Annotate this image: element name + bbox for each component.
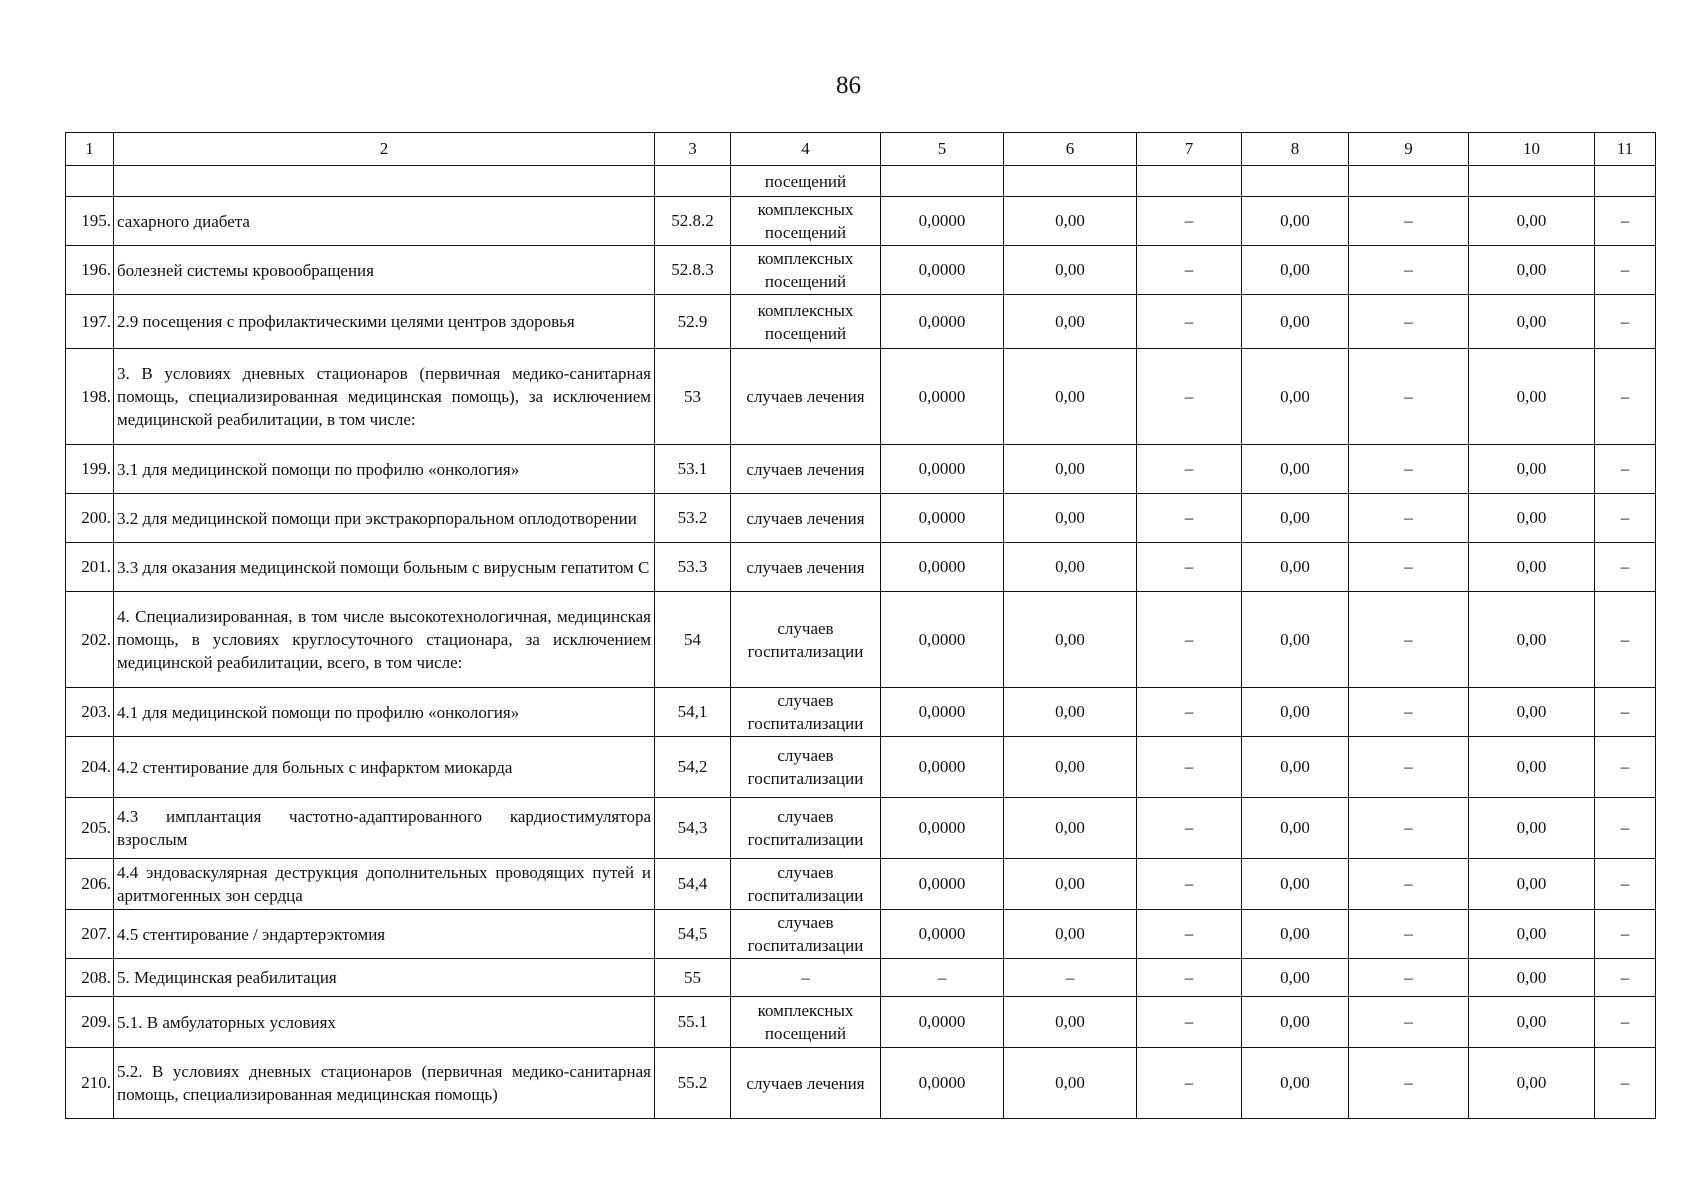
col-10-cell: 0,00 bbox=[1469, 997, 1595, 1048]
col-6-cell: 0,00 bbox=[1004, 349, 1137, 445]
col-9-cell: – bbox=[1349, 737, 1469, 798]
col-8-cell: 0,00 bbox=[1242, 859, 1349, 910]
unit-cell: случаев лечения bbox=[731, 349, 881, 445]
col-8-cell: 0,00 bbox=[1242, 688, 1349, 737]
row-code-cell: 53.1 bbox=[655, 445, 731, 494]
indicator-name-cell: 3.3 для оказания медицинской помощи больным с вирусным гепатитом С bbox=[114, 543, 655, 592]
col-9-cell bbox=[1349, 166, 1469, 197]
col-9-cell: – bbox=[1349, 295, 1469, 349]
unit-cell: случаев госпитализации bbox=[731, 910, 881, 959]
col-5-cell: 0,0000 bbox=[881, 445, 1004, 494]
indicator-name-cell: 4.3 имплантация частотно-адаптированного кардиостимулятора взрослым bbox=[114, 798, 655, 859]
indicator-name-cell: 4.2 стентирование для больных с инфарктом миокарда bbox=[114, 737, 655, 798]
col-5-cell bbox=[881, 166, 1004, 197]
page-number: 86 bbox=[836, 72, 861, 99]
row-number-cell: 206. bbox=[66, 859, 114, 910]
col-5-cell: 0,0000 bbox=[881, 859, 1004, 910]
col-5-cell: 0,0000 bbox=[881, 688, 1004, 737]
col-6-cell: 0,00 bbox=[1004, 295, 1137, 349]
col-6-cell: 0,00 bbox=[1004, 859, 1137, 910]
row-code-cell: 54,2 bbox=[655, 737, 731, 798]
indicator-name-cell: 2.9 посещения с профилактическими целями центров здоровья bbox=[114, 295, 655, 349]
col-5-cell: – bbox=[881, 959, 1004, 997]
col-5-cell: 0,0000 bbox=[881, 737, 1004, 798]
indicator-name-cell: 2 bbox=[114, 133, 655, 166]
col-6-cell: 0,00 bbox=[1004, 246, 1137, 295]
row-code-cell: 3 bbox=[655, 133, 731, 166]
table-row bbox=[66, 997, 1656, 1048]
col-7-cell: – bbox=[1137, 445, 1242, 494]
col-9-cell: – bbox=[1349, 997, 1469, 1048]
col-10-cell: 10 bbox=[1469, 133, 1595, 166]
row-number-cell: 201. bbox=[66, 543, 114, 592]
col-8-cell: 0,00 bbox=[1242, 592, 1349, 688]
col-5-cell: 0,0000 bbox=[881, 543, 1004, 592]
col-9-cell: – bbox=[1349, 592, 1469, 688]
row-number-cell: 210. bbox=[66, 1048, 114, 1119]
col-8-cell: 0,00 bbox=[1242, 737, 1349, 798]
table-row bbox=[66, 798, 1656, 859]
unit-cell: 4 bbox=[731, 133, 881, 166]
row-number-cell: 202. bbox=[66, 592, 114, 688]
col-9-cell: – bbox=[1349, 349, 1469, 445]
col-7-cell: – bbox=[1137, 798, 1242, 859]
col-7-cell: – bbox=[1137, 494, 1242, 543]
row-number-cell: 209. bbox=[66, 997, 114, 1048]
col-9-cell: 9 bbox=[1349, 133, 1469, 166]
col-6-cell: 0,00 bbox=[1004, 543, 1137, 592]
indicator-name-cell: 5.2. В условиях дневных стационаров (первичная медико-санитарная помощь, специализированная медицинская помощь) bbox=[114, 1048, 655, 1119]
row-number-cell: 195. bbox=[66, 197, 114, 246]
col-9-cell: – bbox=[1349, 859, 1469, 910]
col-7-cell: – bbox=[1137, 1048, 1242, 1119]
row-number-cell: 203. bbox=[66, 688, 114, 737]
indicator-name-cell: сахарного диабета bbox=[114, 197, 655, 246]
col-11-cell: – bbox=[1595, 445, 1656, 494]
col-10-cell: 0,00 bbox=[1469, 295, 1595, 349]
col-7-cell: – bbox=[1137, 246, 1242, 295]
col-9-cell: – bbox=[1349, 246, 1469, 295]
indicator-name-cell: болезней системы кровообращения bbox=[114, 246, 655, 295]
col-8-cell: 0,00 bbox=[1242, 997, 1349, 1048]
col-8-cell: 0,00 bbox=[1242, 959, 1349, 997]
col-8-cell: 0,00 bbox=[1242, 246, 1349, 295]
row-code-cell: 55.2 bbox=[655, 1048, 731, 1119]
col-9-cell: – bbox=[1349, 543, 1469, 592]
col-5-cell: 0,0000 bbox=[881, 494, 1004, 543]
col-11-cell: – bbox=[1595, 592, 1656, 688]
col-11-cell: – bbox=[1595, 688, 1656, 737]
col-6-cell: 0,00 bbox=[1004, 1048, 1137, 1119]
col-11-cell: – bbox=[1595, 295, 1656, 349]
col-7-cell: – bbox=[1137, 959, 1242, 997]
row-code-cell: 53 bbox=[655, 349, 731, 445]
col-5-cell: 0,0000 bbox=[881, 1048, 1004, 1119]
row-code-cell: 55 bbox=[655, 959, 731, 997]
col-8-cell: 0,00 bbox=[1242, 798, 1349, 859]
col-10-cell: 0,00 bbox=[1469, 1048, 1595, 1119]
indicator-name-cell: 4. Специализированная, в том числе высокотехнологичная, медицинская помощь, в условиях круглосуточного стационара, за исключением медицинской реабилитации, всего, в том числе: bbox=[114, 592, 655, 688]
col-6-cell: 0,00 bbox=[1004, 997, 1137, 1048]
row-code-cell: 54,5 bbox=[655, 910, 731, 959]
col-5-cell: 0,0000 bbox=[881, 197, 1004, 246]
table-row bbox=[66, 859, 1656, 910]
col-6-cell: 0,00 bbox=[1004, 197, 1137, 246]
indicator-name-cell: 4.5 стентирование / эндартерэктомия bbox=[114, 910, 655, 959]
col-6-cell: 0,00 bbox=[1004, 798, 1137, 859]
unit-cell: случаев госпитализации bbox=[731, 798, 881, 859]
row-number-cell: 197. bbox=[66, 295, 114, 349]
col-9-cell: – bbox=[1349, 910, 1469, 959]
table-row bbox=[66, 349, 1656, 445]
col-11-cell: – bbox=[1595, 798, 1656, 859]
col-8-cell: 0,00 bbox=[1242, 543, 1349, 592]
col-8-cell: 0,00 bbox=[1242, 445, 1349, 494]
col-11-cell: – bbox=[1595, 997, 1656, 1048]
col-7-cell: – bbox=[1137, 737, 1242, 798]
col-6-cell: 0,00 bbox=[1004, 688, 1137, 737]
col-5-cell: 0,0000 bbox=[881, 997, 1004, 1048]
unit-cell: случаев лечения bbox=[731, 445, 881, 494]
table-row bbox=[66, 910, 1656, 959]
col-9-cell: – bbox=[1349, 1048, 1469, 1119]
col-11-cell: – bbox=[1595, 543, 1656, 592]
row-code-cell: 54,3 bbox=[655, 798, 731, 859]
unit-cell: случаев госпитализации bbox=[731, 592, 881, 688]
col-7-cell bbox=[1137, 166, 1242, 197]
indicator-name-cell bbox=[114, 166, 655, 197]
row-number-cell bbox=[66, 166, 114, 197]
col-10-cell: 0,00 bbox=[1469, 859, 1595, 910]
table-row bbox=[66, 543, 1656, 592]
table-row bbox=[66, 246, 1656, 295]
col-11-cell bbox=[1595, 166, 1656, 197]
col-7-cell: – bbox=[1137, 197, 1242, 246]
row-number-cell: 208. bbox=[66, 959, 114, 997]
col-10-cell: 0,00 bbox=[1469, 910, 1595, 959]
col-7-cell: – bbox=[1137, 997, 1242, 1048]
col-5-cell: 0,0000 bbox=[881, 592, 1004, 688]
col-8-cell: 0,00 bbox=[1242, 910, 1349, 959]
col-10-cell: 0,00 bbox=[1469, 543, 1595, 592]
row-code-cell: 52.8.2 bbox=[655, 197, 731, 246]
row-number-cell: 200. bbox=[66, 494, 114, 543]
indicator-name-cell: 3.1 для медицинской помощи по профилю «онкология» bbox=[114, 445, 655, 494]
unit-cell: посещений bbox=[731, 166, 881, 197]
col-11-cell: – bbox=[1595, 197, 1656, 246]
table-row bbox=[66, 295, 1656, 349]
indicator-name-cell: 4.1 для медицинской помощи по профилю «онкология» bbox=[114, 688, 655, 737]
data-table bbox=[65, 132, 1656, 1119]
col-5-cell: 0,0000 bbox=[881, 798, 1004, 859]
row-code-cell bbox=[655, 166, 731, 197]
col-9-cell: – bbox=[1349, 959, 1469, 997]
indicator-name-cell: 3. В условиях дневных стационаров (первичная медико-санитарная помощь, специализированная медицинская помощь), за исключением медицинской реабилитации, в том числе: bbox=[114, 349, 655, 445]
col-10-cell bbox=[1469, 166, 1595, 197]
col-5-cell: 0,0000 bbox=[881, 349, 1004, 445]
col-7-cell: – bbox=[1137, 592, 1242, 688]
col-11-cell: – bbox=[1595, 494, 1656, 543]
table-row bbox=[66, 959, 1656, 997]
row-number-cell: 205. bbox=[66, 798, 114, 859]
row-number-cell: 196. bbox=[66, 246, 114, 295]
table-row bbox=[66, 197, 1656, 246]
col-10-cell: 0,00 bbox=[1469, 798, 1595, 859]
col-8-cell: 0,00 bbox=[1242, 494, 1349, 543]
col-11-cell: – bbox=[1595, 737, 1656, 798]
indicator-name-cell: 5. Медицинская реабилитация bbox=[114, 959, 655, 997]
col-5-cell: 0,0000 bbox=[881, 295, 1004, 349]
indicator-name-cell: 3.2 для медицинской помощи при экстракорпоральном оплодотворении bbox=[114, 494, 655, 543]
col-10-cell: 0,00 bbox=[1469, 959, 1595, 997]
col-10-cell: 0,00 bbox=[1469, 592, 1595, 688]
table-row bbox=[66, 592, 1656, 688]
unit-cell: случаев госпитализации bbox=[731, 688, 881, 737]
row-code-cell: 52.8.3 bbox=[655, 246, 731, 295]
col-7-cell: 7 bbox=[1137, 133, 1242, 166]
unit-cell: случаев госпитализации bbox=[731, 737, 881, 798]
col-11-cell: – bbox=[1595, 910, 1656, 959]
table-row bbox=[66, 737, 1656, 798]
unit-cell: – bbox=[731, 959, 881, 997]
col-7-cell: – bbox=[1137, 688, 1242, 737]
indicator-name-cell: 5.1. В амбулаторных условиях bbox=[114, 997, 655, 1048]
col-10-cell: 0,00 bbox=[1469, 494, 1595, 543]
col-7-cell: – bbox=[1137, 859, 1242, 910]
col-7-cell: – bbox=[1137, 349, 1242, 445]
row-number-cell: 204. bbox=[66, 737, 114, 798]
col-10-cell: 0,00 bbox=[1469, 445, 1595, 494]
col-8-cell: 0,00 bbox=[1242, 1048, 1349, 1119]
indicator-name-cell: 4.4 эндоваскулярная деструкция дополнительных проводящих путей и аритмогенных зон сердца bbox=[114, 859, 655, 910]
header-row bbox=[66, 133, 1656, 166]
col-10-cell: 0,00 bbox=[1469, 737, 1595, 798]
unit-cell: комплексных посещений bbox=[731, 997, 881, 1048]
col-6-cell: 0,00 bbox=[1004, 592, 1137, 688]
col-7-cell: – bbox=[1137, 295, 1242, 349]
col-10-cell: 0,00 bbox=[1469, 197, 1595, 246]
col-8-cell: 8 bbox=[1242, 133, 1349, 166]
row-code-cell: 53.3 bbox=[655, 543, 731, 592]
row-code-cell: 54 bbox=[655, 592, 731, 688]
col-5-cell: 0,0000 bbox=[881, 246, 1004, 295]
col-11-cell: – bbox=[1595, 349, 1656, 445]
col-6-cell: 0,00 bbox=[1004, 910, 1137, 959]
col-6-cell bbox=[1004, 166, 1137, 197]
row-number-cell: 1 bbox=[66, 133, 114, 166]
col-10-cell: 0,00 bbox=[1469, 349, 1595, 445]
col-6-cell: 0,00 bbox=[1004, 494, 1137, 543]
unit-cell: комплексных посещений bbox=[731, 197, 881, 246]
unit-cell: случаев лечения bbox=[731, 543, 881, 592]
col-10-cell: 0,00 bbox=[1469, 688, 1595, 737]
col-6-cell: – bbox=[1004, 959, 1137, 997]
col-11-cell: – bbox=[1595, 246, 1656, 295]
table-row bbox=[66, 688, 1656, 737]
col-5-cell: 0,0000 bbox=[881, 910, 1004, 959]
col-8-cell: 0,00 bbox=[1242, 197, 1349, 246]
continuation-row bbox=[66, 166, 1656, 197]
col-8-cell: 0,00 bbox=[1242, 295, 1349, 349]
unit-cell: комплексных посещений bbox=[731, 295, 881, 349]
col-11-cell: 11 bbox=[1595, 133, 1656, 166]
col-11-cell: – bbox=[1595, 959, 1656, 997]
col-9-cell: – bbox=[1349, 798, 1469, 859]
col-8-cell bbox=[1242, 166, 1349, 197]
unit-cell: случаев лечения bbox=[731, 1048, 881, 1119]
unit-cell: случаев госпитализации bbox=[731, 859, 881, 910]
col-9-cell: – bbox=[1349, 197, 1469, 246]
col-6-cell: 6 bbox=[1004, 133, 1137, 166]
row-number-cell: 198. bbox=[66, 349, 114, 445]
unit-cell: случаев лечения bbox=[731, 494, 881, 543]
col-9-cell: – bbox=[1349, 445, 1469, 494]
row-code-cell: 54,4 bbox=[655, 859, 731, 910]
col-11-cell: – bbox=[1595, 859, 1656, 910]
unit-cell: комплексных посещений bbox=[731, 246, 881, 295]
col-5-cell: 5 bbox=[881, 133, 1004, 166]
row-code-cell: 54,1 bbox=[655, 688, 731, 737]
table-row bbox=[66, 1048, 1656, 1119]
row-code-cell: 53.2 bbox=[655, 494, 731, 543]
col-7-cell: – bbox=[1137, 543, 1242, 592]
col-6-cell: 0,00 bbox=[1004, 737, 1137, 798]
table-body bbox=[66, 133, 1656, 1119]
col-8-cell: 0,00 bbox=[1242, 349, 1349, 445]
table-row bbox=[66, 494, 1656, 543]
col-6-cell: 0,00 bbox=[1004, 445, 1137, 494]
col-10-cell: 0,00 bbox=[1469, 246, 1595, 295]
row-number-cell: 207. bbox=[66, 910, 114, 959]
table-row bbox=[66, 445, 1656, 494]
col-11-cell: – bbox=[1595, 1048, 1656, 1119]
col-7-cell: – bbox=[1137, 910, 1242, 959]
col-9-cell: – bbox=[1349, 688, 1469, 737]
col-9-cell: – bbox=[1349, 494, 1469, 543]
row-code-cell: 52.9 bbox=[655, 295, 731, 349]
row-number-cell: 199. bbox=[66, 445, 114, 494]
row-code-cell: 55.1 bbox=[655, 997, 731, 1048]
